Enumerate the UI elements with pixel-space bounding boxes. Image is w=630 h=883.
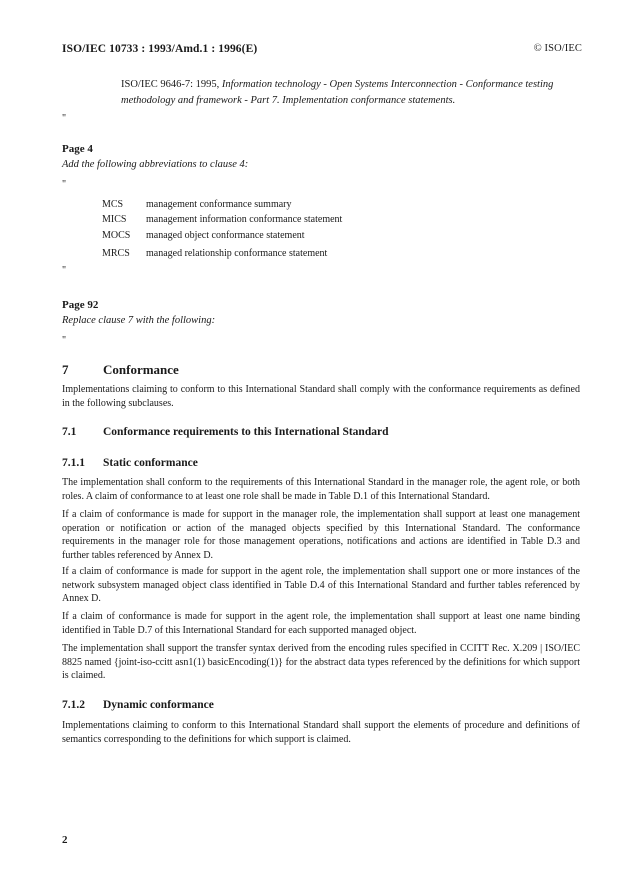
abbreviation-code: MOCS — [102, 230, 131, 241]
normative-reference — [121, 77, 583, 109]
clause-7-1-heading — [62, 426, 542, 442]
abbreviation-description: management conformance summary — [146, 199, 292, 210]
abbreviation-row — [102, 230, 462, 244]
page-4-heading: Page 4 — [62, 143, 93, 155]
abbreviation-code: MCS — [102, 199, 124, 210]
clause-number: 7.1 — [62, 426, 77, 438]
clause-7-1-1-heading — [62, 457, 362, 473]
clause-number: 7 — [62, 362, 69, 377]
abbreviation-description: managed object conformance statement — [146, 230, 305, 241]
abbreviation-description: management information conformance statement — [146, 214, 343, 225]
clause-title: Conformance requirements to this International Standard — [103, 426, 389, 438]
clause-7-heading — [62, 362, 362, 380]
abbreviation-row — [102, 214, 462, 228]
paragraph: The implementation shall support the transfer syntax derived from the encoding rules specified in CCITT Rec. X.209 | ISO/IEC 8825 named {joint-iso-ccitt asn1(1) basicEncoding(1)} for the abstract data types referenced by the definitions for which support is claimed. — [62, 643, 580, 682]
running-header-doc-id: ISO/IEC 10733 : 1993/Amd.1 : 1996(E) — [62, 43, 258, 55]
quote-mark: " — [62, 179, 67, 190]
reference-title: Information technology - Open Systems Interconnection - Conformance testing methodology and framework - Part 7. Implementation conformance statements. — [121, 79, 554, 106]
paragraph: If a claim of conformance is made for support in the agent role, the implementation shall support one or more instances of the network subsystem managed object class identified in Table D.4 of this International Standard and further tables referenced by Annex D. — [62, 566, 580, 605]
abbreviation-description: managed relationship conformance statement — [146, 248, 328, 259]
reference-prefix: ISO/IEC 9646-7: 1995, — [121, 79, 222, 90]
page-4-instruction: Add the following abbreviations to clause 4: — [62, 159, 249, 170]
clause-title: Conformance — [103, 362, 179, 377]
quote-mark: " — [62, 265, 67, 276]
quote-mark: " — [62, 335, 67, 346]
abbreviation-code: MICS — [102, 214, 127, 225]
clause-title: Dynamic conformance — [103, 699, 214, 711]
quote-mark: " — [62, 113, 67, 124]
clause-7-intro: Implementations claiming to conform to this International Standard shall comply with the conformance requirements as defined in the following subclauses. — [62, 384, 580, 409]
page-92-instruction: Replace clause 7 with the following: — [62, 315, 216, 326]
paragraph: If a claim of conformance is made for support in the agent role, the implementation shall support at least one name binding identified in Table D.7 of this International Standard for each supported managed object. — [62, 611, 580, 636]
paragraph: The implementation shall conform to the requirements of this International Standard in the manager role, the agent role, or both roles. A claim of conformance to at least one role shall be made in Table D.1 of this International Standard. — [62, 477, 580, 502]
running-header-copyright: © ISO/IEC — [533, 43, 582, 54]
page-number: 2 — [62, 834, 68, 846]
clause-title: Static conformance — [103, 457, 198, 469]
page-92-heading: Page 92 — [62, 299, 99, 311]
paragraph: Implementations claiming to conform to this International Standard shall support the elements of procedure and definitions of semantics corresponding to the definitions for which support is claimed. — [62, 720, 580, 745]
clause-7-1-2-heading — [62, 699, 362, 715]
clause-number: 7.1.1 — [62, 457, 85, 469]
paragraph: If a claim of conformance is made for support in the manager role, the implementation shall support at least one management operation or notification or action of the managed objects specified by this International Standard. The conformance requirements in the manager role for those management operations, notifications and actions are identified in Table D.3 and further tables referenced by Annex D. — [62, 509, 580, 561]
abbreviation-row — [102, 248, 462, 262]
abbreviation-code: MRCS — [102, 248, 130, 259]
abbreviation-row — [102, 199, 462, 213]
clause-number: 7.1.2 — [62, 699, 85, 711]
